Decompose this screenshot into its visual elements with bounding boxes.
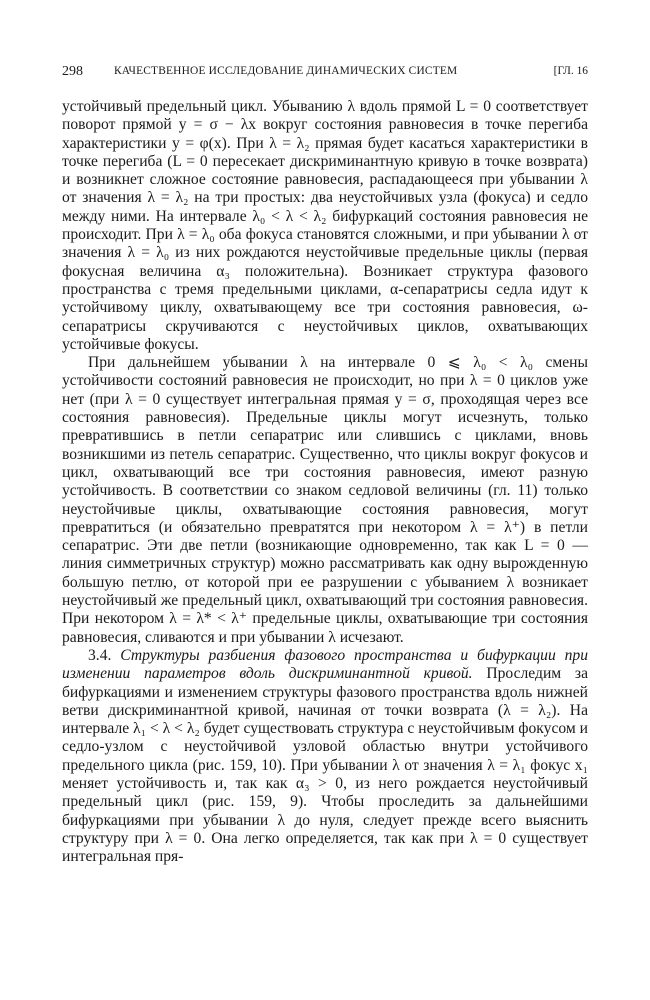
paragraph-3 <box>62 647 588 867</box>
paragraph-3-body: Проследим за бифуркациями и изменением структуры фазового пространства вдоль нижней ветви дискриминантной кривой, начиная от точки возврата (λ = λ₂). На интервале λ₁ < λ < λ₂ будет существовать структура с неустойчивым фокусом и седло-узлом с неустойчивой узловой областью внутри устойчивого предельного цикла (рис. 159, 10). При убывании λ от значения λ = λ₁ фокус x₁ меняет устойчивость и, так как α₃ > 0, из него рождается неустойчивый предельный цикл (рис. 159, 9). Чтобы проследить за дальнейшими бифуркациями при убывании λ до нуля, следует прежде всего выяснить структуру при λ = 0. Она легко определяется, так как при λ = 0 существует интегральная пря- <box>62 665 588 866</box>
page-header <box>62 64 588 86</box>
paragraph-1: устойчивый предельный цикл. Убыванию λ вдоль прямой L = 0 соответствует поворот прямой y = σ − λx вокруг состояния равновесия в точке перегиба характеристики y = φ(x). При λ = λ₂ прямая будет касаться характеристики в точке перегиба (L = 0 пересекает дискриминантную кривую в точке возврата) и возникнет сложное состояние равновесия, распадающееся при убывании λ от значения λ = λ₂ на три простых: два неустойчивых узла (фокуса) и седло между ними. На интервале λ₀ < λ < λ₂ бифуркаций состояния равновесия не происходит. При λ = λ₀ оба фокуса становятся сложными, и при убывании λ от значения λ = λ₀ из них рождаются неустойчивые предельные циклы (первая фокусная величина α₃ положительна). Возникает структура фазового пространства с тремя предельными циклами, α-сепаратрисы седла идут к устойчивому циклу, охватывающему все три состояния равновесия, ω-сепаратрисы скручиваются с неустойчивых циклов, охватывающих устойчивые фокусы. <box>62 98 588 353</box>
page-number: 298 <box>62 64 83 79</box>
book-page <box>62 64 588 866</box>
paragraph-2: При дальнейшем убывании λ на интервале 0 ⩽ λ₀ < λ₀ смены устойчивости состояний равновесия не происходит, но при λ = 0 циклов уже нет (при λ = 0 существует интегральная прямая y = σ, проходящая через все состояния равновесия). Предельные циклы могут исчезнуть, только превратившись в петли сепаратрис или слившись с циклами, вновь возникшими из петель сепаратрис. Существенно, что циклы вокруг фокусов и цикл, охватывающий все три состояния равновесия, имеют разную устойчивость. В соответствии со знаком седловой величины (гл. 11) только неустойчивые циклы, охватывающие состояния равновесия, могут превратиться (и обязательно превратятся при некотором λ = λ⁺) в петли сепаратрис. Эти две петли (возникающие одновременно, так как L = 0 — линия симметричных структур) можно рассматривать как одну вырожденную большую петлю, от которой при ее разрушении с убыванием λ возникает неустойчивый же предельный цикл, охватывающий три состояния равновесия. При некотором λ = λ* < λ⁺ предельные циклы, охватывающие три состояния равновесия, сливаются и при убывании λ исчезают. <box>62 354 588 646</box>
chapter-reference: [ГЛ. 16 <box>553 65 588 77</box>
section-number: 3.4. <box>88 646 112 664</box>
section-heading: Структуры разбиения фазового пространства и бифуркации при изменении параметров вдоль дискриминантной кривой. <box>62 646 589 683</box>
running-title: КАЧЕСТВЕННОЕ ИССЛЕДОВАНИЕ ДИНАМИЧЕСКИХ СИСТЕМ <box>114 65 458 77</box>
